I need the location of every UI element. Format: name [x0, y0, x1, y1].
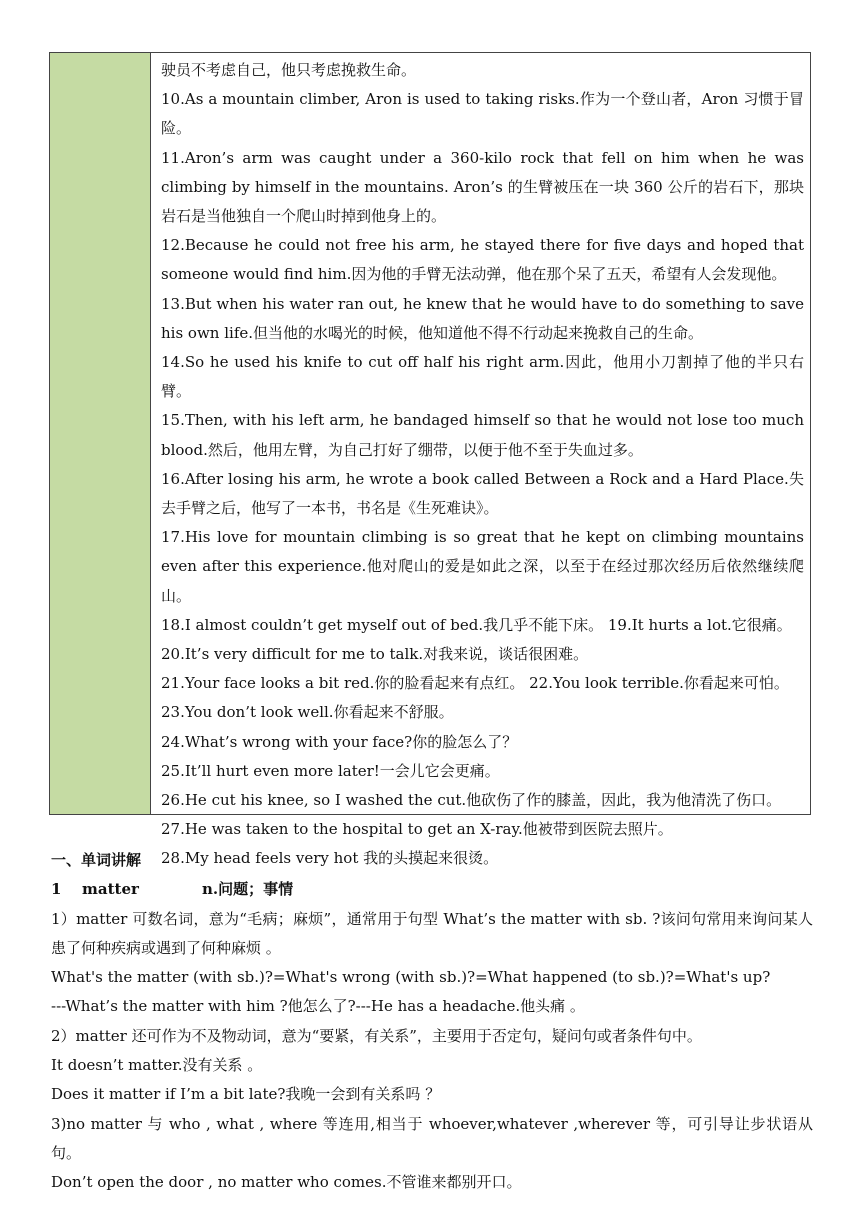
explanation-line: 2）matter 还可作为不及物动词，意为“要紧，有关系”，主要用于否定句，疑问句或者条件句中。 — [51, 1026, 702, 1045]
section-heading: 一、单词讲解 — [51, 851, 142, 869]
word-number: 1 — [51, 880, 62, 899]
table-left-column — [50, 53, 151, 814]
word-entry-header — [51, 875, 813, 904]
explanation-line: What's the matter (with sb.)?=What's wrong (with sb.)?=What happened (to sb.)?=What's up? — [51, 968, 771, 987]
sentence-line: 28.My head feels very hot 我的头摸起来很烫。 — [161, 849, 499, 868]
explanation-line: ---What’s the matter with him ?他怎么了?---He has a headache.他头痛 。 — [51, 997, 585, 1016]
sentence-line: 12.Because he could not free his arm, he stayed there for five days and hoped that someone would find him.因为他的手臂无法动弹，他在那个呆了五天，希望有人会发现他。 — [161, 236, 804, 284]
sentence-line: 25.It’ll hurt even more later!一会儿它会更痛。 — [161, 761, 500, 780]
sentence-line: 23.You don’t look well.你看起来不舒服。 — [161, 703, 454, 722]
explanation-line: It doesn’t matter.没有关系 。 — [51, 1056, 263, 1075]
sentence-line: 13.But when his water ran out, he knew that he would have to do something to save his own life.但当他的水喝光的时候，他知道他不得不行动起来挽救自己的生命。 — [161, 294, 804, 342]
sentence-line: 27.He was taken to the hospital to get an X-ray.他被带到医院去照片。 — [161, 820, 673, 839]
table-sentences-cell — [151, 53, 810, 868]
sentence-line: 14.So he used his knife to cut off half his right arm.因此，他用小刀割掉了他的半只右臂。 — [161, 353, 804, 401]
sentence-line: 21.Your face looks a bit red.你的脸看起来有点红。 22.You look terrible.你看起来可怕。 — [161, 674, 789, 693]
vocabulary-section — [51, 846, 813, 1198]
sentence-line: 11.Aron’s arm was caught under a 360-kilo rock that fell on him when he was climbing by himself in the mountains. Aron’s 的生臂被压在一块 360 公斤的岩石下，那块岩石是当他独自一个爬山时掉到他身上的。 — [161, 148, 804, 226]
explanation-line: Does it matter if I’m a bit late?我晚一会到有关系吗 ？ — [51, 1085, 441, 1104]
explanation-line: Don’t open the door , no matter who comes.不管谁来都别开口。 — [51, 1173, 522, 1192]
sentence-line: 26.He cut his knee, so I washed the cut.他砍伤了作的膝盖，因此，我为他清洗了伤口。 — [161, 791, 782, 810]
sentence-line: 16.After losing his arm, he wrote a book called Between a Rock and a Hard Place.失去手臂之后，他写了一本书，书名是《生死难诀》。 — [161, 469, 804, 518]
sentence-line: 20.It’s very difficult for me to talk.对我来说，谈话很困难。 — [161, 645, 589, 664]
word-definition: n.问题；事情 — [202, 880, 294, 899]
explanation-line: 3)no matter 与 who , what , where 等连用,相当于 whoever,whatever ,wherever 等，可引导让步状语从句。 — [51, 1114, 813, 1162]
word-term: matter — [82, 880, 139, 899]
sentence-line: 17.His love for mountain climbing is so great that he kept on climbing mountains even after this experience.他对爬山的爱是如此之深，以至于在经过那次经历后依然继续爬山。 — [161, 528, 804, 605]
sentence-line: 10.As a mountain climber, Aron is used to taking risks.作为一个登山者，Aron 习惯于冒险。 — [161, 90, 804, 138]
sentence-line: 18.I almost couldn’t get myself out of bed.我几乎不能下床。 19.It hurts a lot.它很痛。 — [161, 615, 792, 634]
explanation-line: 1）matter 可数名词，意为“毛病；麻烦”，通常用于句型 What’s the matter with sb. ?该问句常用来询问某人患了何种疾病或遇到了何种麻烦 。 — [51, 909, 813, 957]
sentence-line: 24.What’s wrong with your face?你的脸怎么了？ — [161, 732, 518, 751]
sentence-line: 驶员不考虑自己，他只考虑挽救生命。 — [161, 61, 417, 79]
sentence-line: 15.Then, with his left arm, he bandaged himself so that he would not lose too much blood.然后，他用左臂，为自己打好了绷带，以便于他不至于失血过多。 — [161, 411, 804, 459]
